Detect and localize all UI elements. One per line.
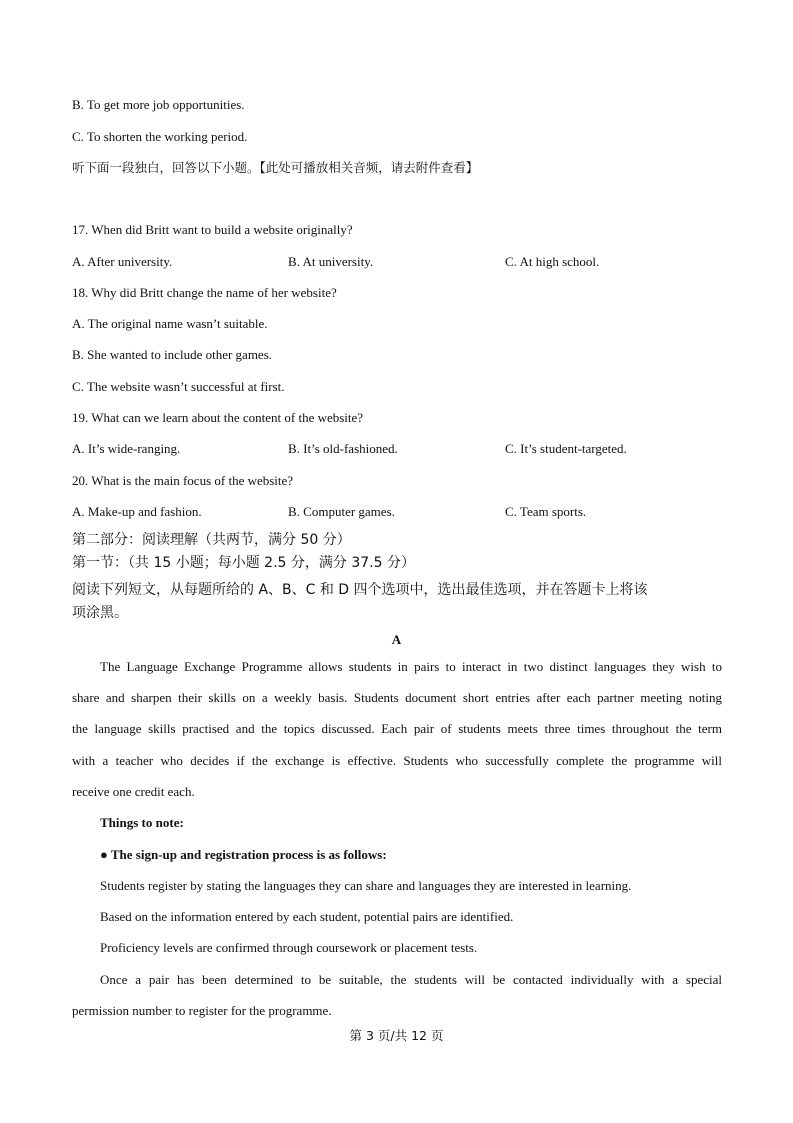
question-18-option-a: A. The original name wasn’t suitable. (72, 316, 268, 331)
option-b-text: B. To get more job opportunities. (72, 97, 245, 112)
question-20-stem: 20. What is the main focus of the website? (72, 473, 294, 488)
question-20-option-c: C. Team sports. (505, 504, 587, 519)
option-c-text: C. To shorten the working period. (72, 129, 248, 144)
question-18-option-c: C. The website wasn’t successful at first. (72, 379, 285, 394)
question-19-option-c: C. It’s student-targeted. (505, 441, 627, 456)
question-19-stem: 19. What can we learn about the content of the website? (72, 410, 364, 425)
question-18-option-b: B. She wanted to include other games. (72, 347, 273, 362)
signup-step: Proficiency levels are confirmed through coursework or placement tests. (100, 940, 478, 955)
question-17-option-b: B. At university. (288, 254, 374, 269)
things-to-note-heading: Things to note: (100, 815, 184, 830)
page-footer: 第 3 页/共 12 页 (349, 1028, 444, 1043)
signup-heading: The sign-up and registration process is as follows: (110, 847, 387, 862)
passage-line: permission number to register for the programme. (72, 1003, 332, 1018)
question-17-option-c: C. At high school. (505, 254, 600, 269)
question-17-stem: 17. When did Britt want to build a website originally? (72, 222, 353, 237)
signup-heading-row (100, 847, 387, 863)
monologue-instruction: 听下面一段独白，回答以下小题。【此处可播放相关音频，请去附件查看】 (72, 160, 479, 175)
passage-line: receive one credit each. (72, 784, 195, 799)
reading-instruction-line1: 阅读下列短文，从每题所给的 A、B、C 和 D 四个选项中，选出最佳选项，并在答题卡上将该 (72, 582, 648, 598)
question-20-option-a: A. Make-up and fashion. (72, 504, 202, 519)
question-19-option-a: A. It’s wide-ranging. (72, 441, 181, 456)
question-17-option-a: A. After university. (72, 254, 173, 269)
passage-letter: A (391, 632, 402, 647)
section1-heading: 第一节：（共 15 小题；每小题 2.5 分，满分 37.5 分） (72, 555, 415, 571)
passage-line: share and sharpen their skills on a weekly basis. Students document short entries after each partner meeting noting (72, 690, 722, 705)
bullet-icon: ● (100, 847, 108, 862)
part2-title: 第二部分：阅读理解（共两节，满分 50 分） (72, 532, 351, 548)
passage-line: Once a pair has been determined to be suitable, the students will be contacted individually with a special (100, 972, 722, 987)
signup-step: Based on the information entered by each student, potential pairs are identified. (100, 909, 514, 924)
reading-instruction-line2: 项涂黑。 (72, 605, 128, 621)
passage-line: the language skills practised and the topics discussed. Each pair of students meets three times throughout the term (72, 721, 722, 736)
question-18-stem: 18. Why did Britt change the name of her website? (72, 285, 337, 300)
question-19-option-b: B. It’s old-fashioned. (288, 441, 398, 456)
question-20-option-b: B. Computer games. (288, 504, 395, 519)
passage-line: The Language Exchange Programme allows students in pairs to interact in two distinct languages they wish to (100, 659, 722, 674)
signup-step: Students register by stating the languages they can share and languages they are interested in learning. (100, 878, 632, 893)
passage-line: with a teacher who decides if the exchange is effective. Students who successfully complete the programme will (72, 753, 722, 768)
